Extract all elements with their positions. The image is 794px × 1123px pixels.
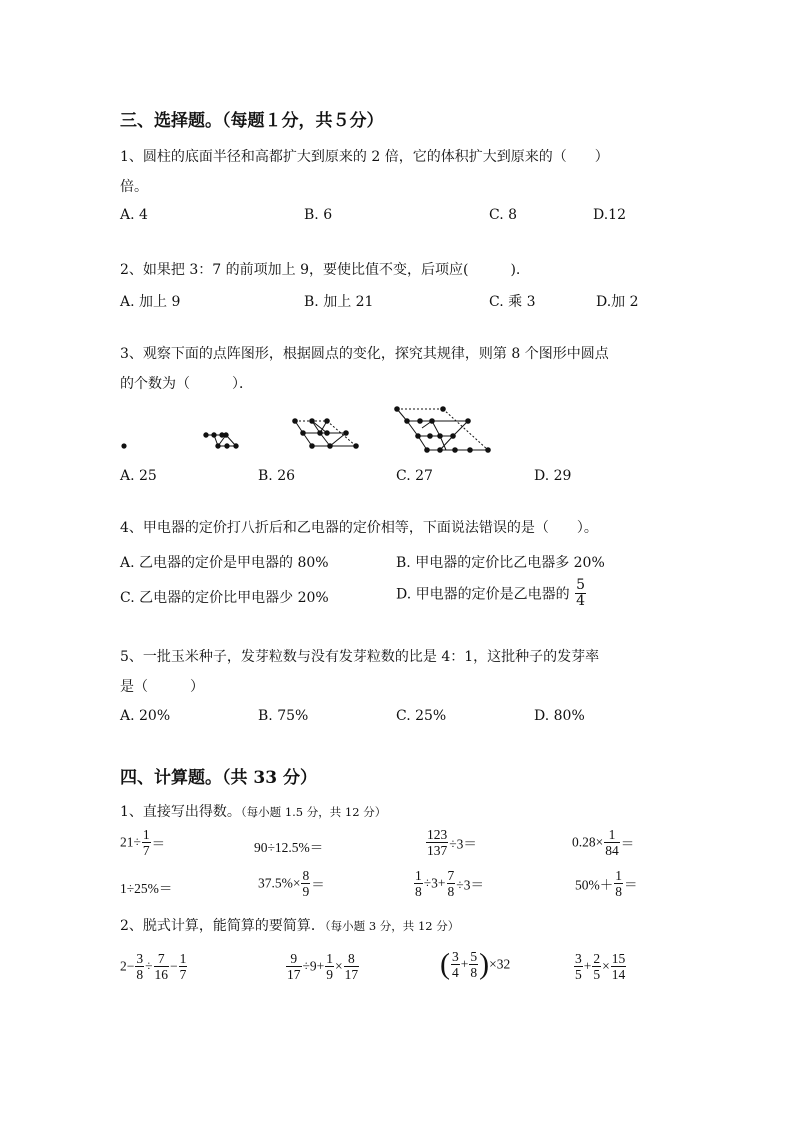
calc-2d: $\frac{3}{5}$ + $\frac{2}{5}$ × $\frac{15}{14}$ <box>575 951 626 982</box>
lattice-figure-2 <box>204 433 238 448</box>
q4-text: 4、甲电器的定价打八折后和乙电器的定价相等，下面说法错误的是（ ）。 <box>120 520 598 536</box>
q3-text-cont: 的个数为（ ）． <box>120 376 253 392</box>
q2-option-a[interactable]: A. 加上 9 <box>120 294 181 310</box>
q4-option-d[interactable] <box>396 578 587 609</box>
q1-option-c[interactable]: C. 8 <box>489 207 518 223</box>
calc-1a: 21÷ $\frac{1}{7}$ ＝ <box>120 827 166 858</box>
lattice-figure-1 <box>121 443 126 448</box>
q3-text: 3、观察下面的点阵图形，根据圆点的变化，探究其规律，则第 8 个图形中圆点 <box>120 346 609 362</box>
calc-1c: $\frac{123}{137}$ ÷3＝ <box>427 827 477 858</box>
calc-2c: ( $\frac{3}{4}$ + $\frac{5}{8}$ )×32 <box>440 947 511 981</box>
q3-option-b[interactable]: B. 26 <box>258 468 296 484</box>
q1-option-a[interactable]: A. 4 <box>120 207 148 223</box>
q4-option-d-text: D. 甲电器的定价是乙电器的 <box>396 586 570 603</box>
section3-heading: 三、选择题。（每题１分，共５分） <box>120 111 384 131</box>
q3-option-d[interactable]: D. 29 <box>534 468 572 484</box>
calc-1b: 90÷12.5%＝ <box>254 840 324 855</box>
part2-label: 2、脱式计算，能简算的要简算．（每小题 3 分，共 12 分） <box>120 918 460 934</box>
calc-1f: 37.5%× $\frac{8}{9}$ ＝ <box>258 868 325 899</box>
dot-lattice-figures <box>110 400 510 460</box>
q1-text: 1、圆柱的底面半径和高都扩大到原来的 2 倍，它的体积扩大到原来的（ ） <box>120 149 609 165</box>
q4-fraction: $\frac{5}{4}$ <box>576 577 586 609</box>
section4-heading: 四、计算题。（共 33 分） <box>120 768 317 788</box>
lattice-figure-3 <box>293 419 359 449</box>
q5-option-d[interactable]: D. 80% <box>534 708 585 724</box>
q1-option-d[interactable]: D.12 <box>593 207 626 223</box>
q2-option-b[interactable]: B. 加上 21 <box>304 294 374 310</box>
q4-option-c[interactable]: C. 乙电器的定价比甲电器少 20% <box>120 590 329 606</box>
q4-option-b[interactable]: B. 甲电器的定价比乙电器多 20% <box>396 555 605 571</box>
calc-1g: $\frac{1}{8}$ ÷3+ $\frac{7}{8}$ ÷3＝ <box>415 868 484 899</box>
q5-option-c[interactable]: C. 25% <box>396 708 447 724</box>
q2-option-d[interactable]: D.加 2 <box>596 294 639 310</box>
q5-text-cont: 是（ ） <box>120 679 204 695</box>
q5-option-a[interactable]: A. 20% <box>120 708 171 724</box>
q2-option-c[interactable]: C. 乘 3 <box>489 294 536 310</box>
q5-option-b[interactable]: B. 75% <box>258 708 309 724</box>
calc-2b: $\frac{9}{17}$ ÷9+ $\frac{1}{9}$ × $\frac{8}{17}$ <box>287 951 359 982</box>
q2-text: 2、如果把 3：7 的前项加上 9，要使比值不变，后项应( ). <box>120 262 521 278</box>
calc-1d: 0.28× $\frac{1}{84}$ ＝ <box>572 827 635 858</box>
q1-option-b[interactable]: B. 6 <box>304 207 333 223</box>
q1-text-cont: 倍。 <box>120 179 148 195</box>
q5-text: 5、一批玉米种子，发芽粒数与没有发芽粒数的比是 4：1，这批种子的发芽率 <box>120 649 600 665</box>
calc-1e: 1÷25%＝ <box>120 881 173 896</box>
q4-option-a[interactable]: A. 乙电器的定价是甲电器的 80% <box>120 555 329 571</box>
q3-option-a[interactable]: A. 25 <box>120 468 157 484</box>
calc-1h: 50%＋ $\frac{1}{8}$ ＝ <box>575 868 638 899</box>
calc-2a: 2− $\frac{3}{8}$ ÷ $\frac{7}{16}$ − $\frac{1}{7}$ <box>120 951 187 982</box>
lattice-figure-4 <box>395 407 491 453</box>
q3-option-c[interactable]: C. 27 <box>396 468 433 484</box>
part1-label: 1、直接写出得数。（每小题 1.5 分，共 12 分） <box>120 804 387 820</box>
